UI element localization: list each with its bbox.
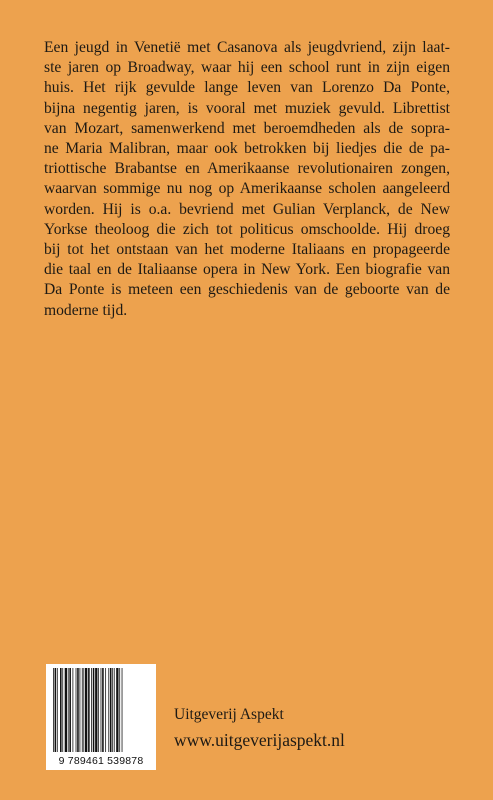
blurb-line: Een jeugd in Venetië met Casanova als jeugdvriend, zijn laat- <box>44 39 450 56</box>
isbn-barcode <box>46 664 156 770</box>
back-cover-blurb <box>44 38 450 321</box>
barcode-bar <box>68 668 69 752</box>
barcode-bar <box>112 668 113 752</box>
blurb-line: van Mozart, samenwerkend met beroemdheden als de sopra- <box>44 119 450 137</box>
barcode-bar <box>69 668 71 752</box>
barcode-bar <box>80 668 81 752</box>
barcode-bar <box>110 668 112 752</box>
isbn-number: 9 789461 539878 <box>58 755 144 767</box>
barcode-bar <box>105 668 106 752</box>
blurb-line: waarvan sommige nu nog op Amerikaanse scholen aangeleerd <box>44 180 450 198</box>
barcode-bar <box>60 668 62 752</box>
barcode-bar <box>55 668 57 752</box>
barcode-bar <box>116 668 118 752</box>
barcode-bar <box>77 668 79 752</box>
barcode-bar <box>65 668 67 752</box>
barcode-bar <box>102 668 104 752</box>
barcode-bar <box>101 668 102 752</box>
barcode-bar <box>108 668 109 752</box>
blurb-line: worden. Hij is o.a. bevriend met Gulian Verplanck, de New <box>44 200 450 218</box>
barcode-bar <box>73 668 74 752</box>
barcode-bar <box>62 668 63 752</box>
barcode-bar <box>91 668 92 752</box>
blurb-line: Da Ponte is meteen een geschiedenis van de geboorte van de <box>44 281 450 299</box>
barcode-bar <box>76 668 77 752</box>
publisher-name: Uitgeverij Aspekt <box>174 706 284 723</box>
blurb-line: Yorkse theoloog die zich tot politicus omschoolde. Hij droeg <box>44 220 450 238</box>
blurb-line: huis. Het rijk gevulde lange leven van Lorenzo Da Ponte, <box>44 79 450 97</box>
barcode-bar <box>95 668 97 752</box>
barcode-bar <box>98 668 99 752</box>
blurb-line: bij tot het ontstaan van het moderne Italiaans en propageerde <box>44 241 450 259</box>
publisher-website[interactable]: www.uitgeverijaspekt.nl <box>174 730 345 750</box>
barcode-bars <box>51 668 151 752</box>
blurb-line: ste jaren op Broadway, waar hij een school runt in zijn eigen <box>44 59 450 77</box>
barcode-bar <box>114 668 115 752</box>
blurb-line: die taal en de Italiaanse opera in New York. Een biografie van <box>44 261 450 279</box>
barcode-bar <box>82 668 83 752</box>
blurb-line: triottische Brabantse en Amerikaanse revolutionairen zongen, <box>44 160 450 178</box>
blurb-line: moderne tijd. <box>44 301 128 319</box>
barcode-bar <box>122 668 123 752</box>
barcode-bar <box>83 668 84 752</box>
blurb-line: bijna negentig jaren, is vooral met muziek gevuld. Librettist <box>44 99 450 117</box>
blurb-line: ne Maria Malibran, maar ook betrokken bij liedjes die de pa- <box>44 140 450 158</box>
barcode-bar <box>88 668 90 752</box>
barcode-bar <box>93 668 95 752</box>
barcode-bar <box>57 668 58 752</box>
barcode-bar <box>85 668 87 752</box>
barcode-bar <box>53 668 54 752</box>
barcode-bar <box>119 668 120 752</box>
